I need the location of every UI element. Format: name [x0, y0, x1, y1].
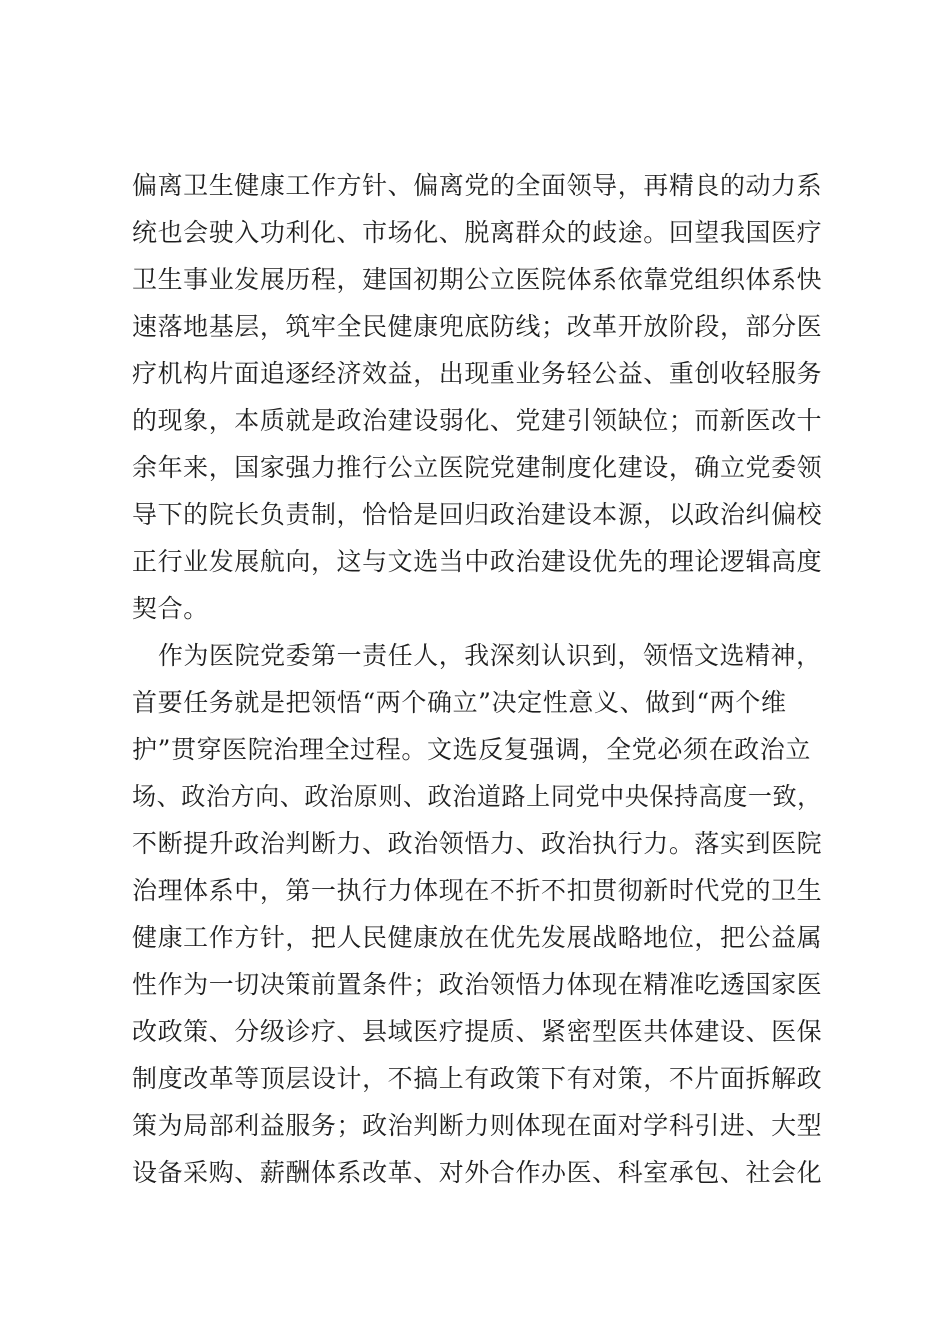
text-line: 性作为一切决策前置条件；政治领悟力体现在精准吃透国家医	[132, 970, 823, 999]
text-line: 疗机构片面追逐经济效益，出现重业务轻公益、重创收轻服务	[132, 359, 823, 388]
text-line: 偏离卫生健康工作方针、偏离党的全面领导，再精良的动力系	[132, 171, 823, 200]
text-line: 治理体系中，第一执行力体现在不折不扣贯彻新时代党的卫生	[132, 876, 823, 905]
text-line: 契合。	[132, 594, 209, 623]
text-line: 余年来，国家强力推行公立医院党建制度化建设，确立党委领	[132, 453, 823, 482]
text-line: 卫生事业发展历程，建国初期公立医院体系依靠党组织体系快	[132, 265, 823, 294]
paragraph-first-line: 作为医院党委第一责任人，我深刻认识到，领悟文选精神，	[158, 641, 822, 670]
text-line: 不断提升政治判断力、政治领悟力、政治执行力。落实到医院	[132, 829, 823, 858]
text-line: 的现象，本质就是政治建设弱化、党建引领缺位；而新医改十	[132, 406, 823, 435]
text-line: 导下的院长负责制，恰恰是回归政治建设本源，以政治纠偏校	[132, 500, 823, 529]
text-line: 速落地基层，筑牢全民健康兜底防线；改革开放阶段，部分医	[132, 312, 823, 341]
text-line: 统也会驶入功利化、市场化、脱离群众的歧途。回望我国医疗	[132, 218, 823, 247]
text-line: 场、政治方向、政治原则、政治道路上同党中央保持高度一致，	[132, 782, 822, 811]
text-line: 改政策、分级诊疗、县域医疗提质、紧密型医共体建设、医保	[132, 1017, 823, 1046]
text-line: 护”贯穿医院治理全过程。文选反复强调，全党必须在政治立	[132, 735, 811, 764]
text-line: 制度改革等顶层设计，不搞上有政策下有对策，不片面拆解政	[132, 1064, 823, 1093]
text-line: 设备采购、薪酬体系改革、对外合作办医、科室承包、社会化	[132, 1158, 823, 1187]
text-line: 策为局部利益服务；政治判断力则体现在面对学科引进、大型	[132, 1111, 823, 1140]
text-line: 正行业发展航向，这与文选当中政治建设优先的理论逻辑高度	[132, 547, 823, 576]
text-line: 健康工作方针，把人民健康放在优先发展战略地位，把公益属	[132, 923, 823, 952]
text-line: 首要任务就是把领悟“两个确立”决定性意义、做到“两个维	[132, 688, 787, 717]
